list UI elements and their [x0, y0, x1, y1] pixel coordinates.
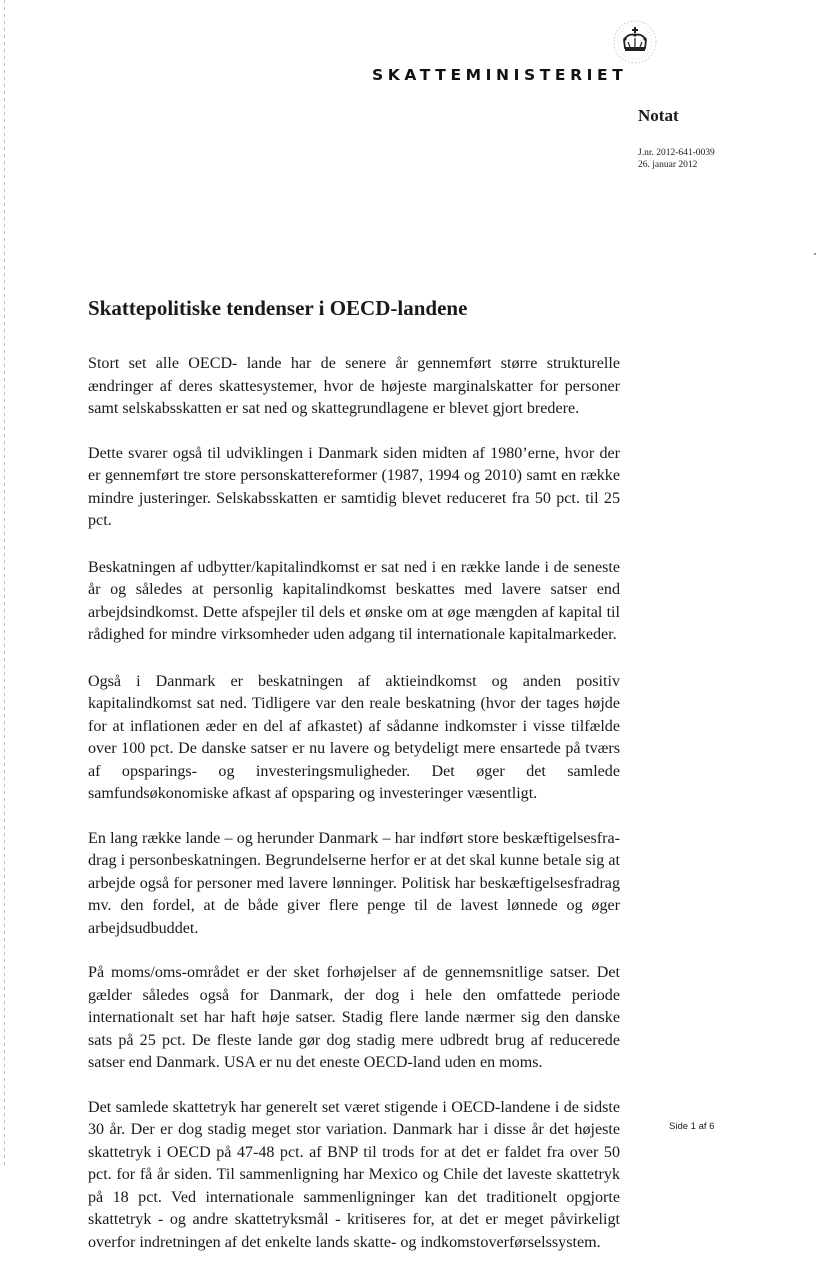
- journal-number: J.nr. 2012-641-0039: [638, 148, 715, 158]
- paragraph: En lang række lande – og herunder Danmark – har indført store beskæftigelsesfradrag i personbeskatningen. Begrundelserne herfor er at det skal kunne betale sig at arbejde også for personer med lavere lønninger. Politisk har beskæftigelsesfradrag mv. den fordel, at de både giver flere penge til de lavest lønnede og øger arbejdsudbuddet.: [88, 829, 620, 937]
- scan-dot: [814, 253, 816, 255]
- paragraph: Dette svarer også til udviklingen i Danmark siden midten af 1980’erne, hvor der er gennemført tre store personskattereformer (1987, 1994 og 2010) samt en række mindre justeringer. Selskabsskatten er samtidig blevet reduceret fra 50 pct. til 25 pct.: [88, 444, 620, 529]
- paragraph: Beskatningen af udbytter/kapitalindkomst er sat ned i en række lande i de seneste år og således at personlig kapitalindkomst beskattes med lavere satser end arbejdsindkomst. Dette afspejler til dels et ønske om at øge mængden af kapital til rådighed for mindre virksomheder uden adgang til internationale kapitalmarkeder.: [88, 558, 620, 643]
- royal-crown-icon: [612, 18, 658, 66]
- scan-edge-line: [4, 0, 5, 1168]
- document-body: [88, 353, 620, 1276]
- document-type-label: Notat: [638, 106, 679, 125]
- document-title: Skattepolitiske tendenser i OECD-landene: [88, 296, 468, 320]
- document-meta: [638, 148, 715, 171]
- page-number: Side 1 af 6: [669, 1121, 715, 1132]
- ministry-name: SKATTEMINISTERIET: [372, 66, 628, 84]
- paragraph: Også i Danmark er beskatningen af aktieindkomst og anden positiv kapitalindkomst sat ned. Tidligere var den reale beskatning (hvor der tages højde for at inflationen æder en del af afkastet) af sådanne indkomster i visse tilfælde over 100 pct. De danske satser er nu lavere og betydeligt mere ensartede på tværs af opsparings- og investeringsmuligheder. Det øger det samlede samfundsøkonomiske afkast af opsparing og investeringer væsentligt.: [88, 672, 620, 802]
- paragraph: Det samlede skattetryk har generelt set været stigende i OECD-landene i de sidste 30 år. Der er dog stadig meget stor variation. Danmark har i disse år det højeste skattetryk i OECD på 47-48 pct. af BNP til trods for at det er faldet fra over 50 pct. for få år siden. Til sammenligning har Mexico og Chile det laveste skattetryk på 18 pct. Ved internationale sammenligninger kan det traditionelt opgjorte skattetryk - og andre skattetryksmål - kritiseres for, at det er meget påvirkeligt overfor indretningen af det enkelte lands skatte- og indkomstoverførselssystem.: [88, 1098, 620, 1251]
- document-date: 26. januar 2012: [638, 159, 698, 170]
- paragraph: På moms/oms-området er der sket forhøjelser af de gennemsnitlige satser. Det gælder således også for Danmark, der dog i hele den omfattede periode internationalt set har haft høje satser. Stadig flere lande nærmer sig den danske sats på 25 pct. De fleste lande gør dog stadig mere udbredt brug af reducerede satser end Danmark. USA er nu det eneste OECD-land uden en moms.: [88, 964, 620, 1071]
- paragraph: Stort set alle OECD- lande har de senere år gennemført større strukturelle ændringer af deres skattesystemer, hvor de højeste marginalskatter for personer samt selskabsskatten er sat ned og skattegrundlagene er blevet gjort bredere.: [88, 355, 620, 417]
